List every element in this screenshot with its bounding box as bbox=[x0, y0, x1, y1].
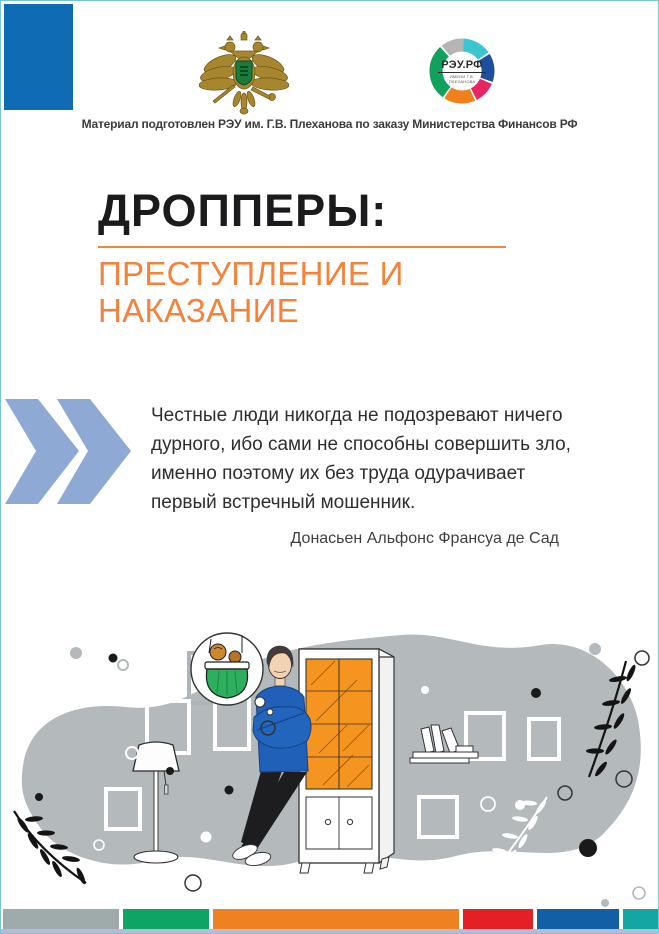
header-caption: Материал подготовлен РЭУ им. Г.В. Плеханова по заказу Министерства Финансов РФ bbox=[81, 117, 578, 131]
footer-strip bbox=[1, 929, 658, 933]
quote-block bbox=[151, 401, 587, 548]
footer-color-bar bbox=[3, 909, 656, 929]
footer-bar-segment bbox=[537, 909, 619, 929]
quote-author: Донасьен Альфонс Франсуа де Сад bbox=[290, 530, 559, 547]
coat-of-arms-icon bbox=[199, 31, 289, 117]
footer-bar-segment bbox=[213, 909, 459, 929]
reu-logo-title: РЭУ.РФ bbox=[438, 59, 486, 73]
illustration bbox=[1, 601, 659, 913]
footer-bar-segment bbox=[3, 909, 119, 929]
footer-bar-segment bbox=[463, 909, 533, 929]
footer-bar-segment bbox=[123, 909, 209, 929]
blue-corner-block bbox=[4, 4, 73, 110]
double-chevron-icon bbox=[5, 399, 135, 505]
page-title: ДРОППЕРЫ: bbox=[98, 185, 388, 236]
footer-bar-segment bbox=[623, 909, 658, 929]
cabinet-icon bbox=[299, 649, 394, 873]
reu-logo bbox=[428, 37, 496, 105]
page-subtitle: ПРЕСТУПЛЕНИЕ И НАКАЗАНИЕ bbox=[98, 255, 404, 329]
reu-logo-subtitle: ИМЕНИ Г.В. ПЛЕХАНОВА bbox=[448, 74, 476, 84]
quote-text: Честные люди никогда не подозревают ничего дурного, ибо сами не способны совершить зло, именно поэтому их без труда одурачивает первый встречный мошенник. bbox=[151, 405, 571, 513]
reu-logo-center bbox=[438, 59, 486, 84]
title-block bbox=[98, 187, 568, 329]
title-divider bbox=[98, 246, 506, 248]
